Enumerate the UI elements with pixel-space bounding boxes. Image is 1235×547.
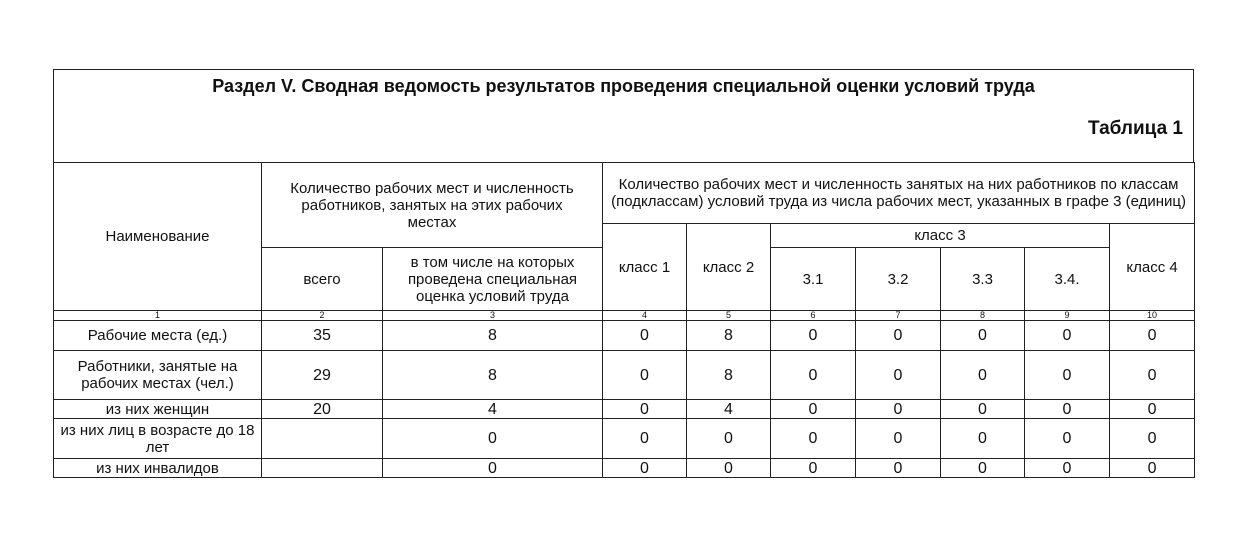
header-class1: класс 1: [603, 224, 687, 311]
cell-assessed: 8: [383, 321, 603, 351]
cell-total: 29: [262, 351, 383, 400]
cell-class3-2: 0: [856, 321, 941, 351]
cell-class3-3: 0: [941, 351, 1025, 400]
cell-class4: 0: [1110, 419, 1195, 459]
cell-class3-4: 0: [1025, 321, 1110, 351]
cell-class3-3: 0: [941, 400, 1025, 419]
header-class3-2: 3.2: [856, 248, 941, 311]
summary-table: [53, 162, 1195, 478]
column-number: 4: [603, 311, 687, 321]
column-number: 2: [262, 311, 383, 321]
cell-class1: 0: [603, 459, 687, 478]
row-label: Рабочие места (ед.): [54, 321, 262, 351]
cell-total: 20: [262, 400, 383, 419]
cell-class2: 0: [687, 419, 771, 459]
cell-class3-2: 0: [856, 459, 941, 478]
cell-class3-4: 0: [1025, 459, 1110, 478]
title-frame: [53, 69, 1194, 163]
header-classes-group: Количество рабочих мест и численность занятых на них работников по классам (подклассам) условий труда из числа рабочих мест, указанных в графе 3 (единиц): [603, 163, 1195, 224]
header-assessed: в том числе на которых проведена специальная оценка условий труда: [383, 248, 603, 311]
cell-class2: 4: [687, 400, 771, 419]
cell-class3-1: 0: [771, 459, 856, 478]
cell-class3-2: 0: [856, 400, 941, 419]
column-number: 1: [54, 311, 262, 321]
table-label: Таблица 1: [1087, 118, 1183, 139]
header-class2: класс 2: [687, 224, 771, 311]
cell-assessed: 0: [383, 419, 603, 459]
cell-class3-4: 0: [1025, 400, 1110, 419]
row-label: из них лиц в возрасте до 18 лет: [54, 419, 262, 459]
cell-class4: 0: [1110, 321, 1195, 351]
table-row: [54, 419, 1195, 459]
column-number: 8: [941, 311, 1025, 321]
cell-class2: 8: [687, 321, 771, 351]
cell-class3-1: 0: [771, 400, 856, 419]
header-class3-3: 3.3: [941, 248, 1025, 311]
cell-class1: 0: [603, 400, 687, 419]
row-label: из них инвалидов: [54, 459, 262, 478]
cell-class1: 0: [603, 351, 687, 400]
cell-class3-1: 0: [771, 321, 856, 351]
cell-total: [262, 419, 383, 459]
cell-assessed: 4: [383, 400, 603, 419]
column-number: 7: [856, 311, 941, 321]
column-number: 10: [1110, 311, 1195, 321]
cell-class2: 8: [687, 351, 771, 400]
column-number: 6: [771, 311, 856, 321]
cell-assessed: 8: [383, 351, 603, 400]
cell-class3-1: 0: [771, 351, 856, 400]
table-row: [54, 400, 1195, 419]
cell-class3-1: 0: [771, 419, 856, 459]
table-row: [54, 321, 1195, 351]
cell-class3-2: 0: [856, 419, 941, 459]
column-number: 5: [687, 311, 771, 321]
header-name: Наименование: [54, 163, 262, 311]
table-row: [54, 459, 1195, 478]
cell-class3-4: 0: [1025, 351, 1110, 400]
document-title: Раздел V. Сводная ведомость результатов проведения специальной оценки условий труда: [212, 76, 1035, 96]
cell-class1: 0: [603, 321, 687, 351]
cell-class4: 0: [1110, 400, 1195, 419]
column-number-row: [54, 311, 1195, 321]
table-row: [54, 351, 1195, 400]
header-total: всего: [262, 248, 383, 311]
row-label: Работники, занятые на рабочих местах (чел.): [54, 351, 262, 400]
cell-class3-3: 0: [941, 459, 1025, 478]
row-label: из них женщин: [54, 400, 262, 419]
cell-class4: 0: [1110, 351, 1195, 400]
cell-class3-3: 0: [941, 419, 1025, 459]
header-class4: класс 4: [1110, 224, 1195, 311]
cell-class3-2: 0: [856, 351, 941, 400]
header-class3-1: 3.1: [771, 248, 856, 311]
cell-class2: 0: [687, 459, 771, 478]
cell-class3-4: 0: [1025, 419, 1110, 459]
cell-total: [262, 459, 383, 478]
header-workplaces-group: Количество рабочих мест и численность работников, занятых на этих рабочих местах: [262, 163, 603, 248]
cell-total: 35: [262, 321, 383, 351]
column-number: 3: [383, 311, 603, 321]
cell-class1: 0: [603, 419, 687, 459]
header-class3: класс 3: [771, 224, 1110, 248]
cell-assessed: 0: [383, 459, 603, 478]
cell-class4: 0: [1110, 459, 1195, 478]
cell-class3-3: 0: [941, 321, 1025, 351]
header-class3-4: 3.4.: [1025, 248, 1110, 311]
column-number: 9: [1025, 311, 1110, 321]
